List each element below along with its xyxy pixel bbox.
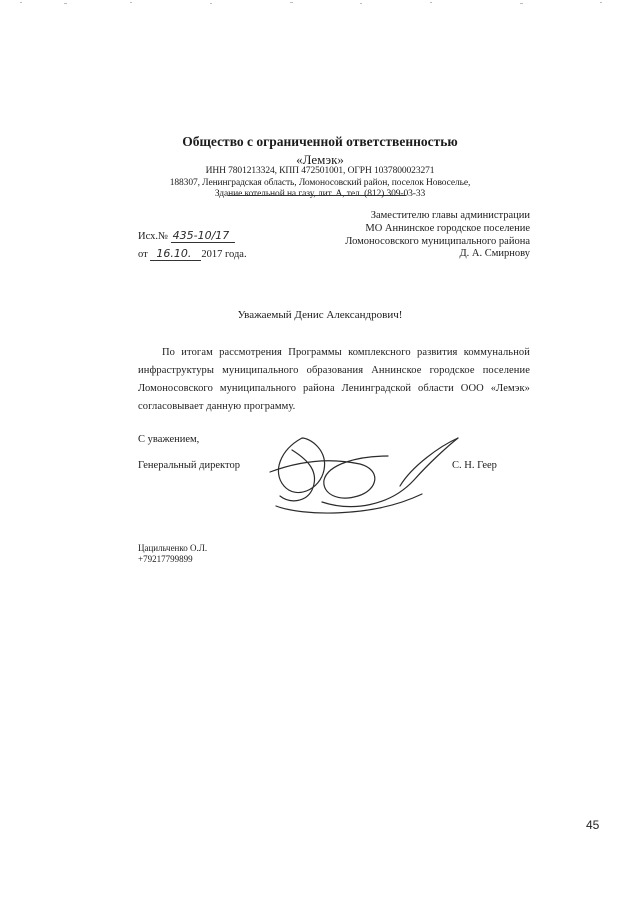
outgoing-number-row [138, 227, 247, 245]
letterhead-company-type: Общество с ограниченной ответственностью [182, 134, 458, 149]
closing-regards: С уважением, [138, 434, 200, 445]
salutation: Уважаемый Денис Александрович! [237, 309, 403, 321]
scan-artifact-dots [0, 0, 640, 6]
outgoing-date-handwritten: 16.10. [150, 247, 201, 261]
handwritten-signature [262, 420, 462, 520]
letterhead-registration: ИНН 7801213324, КПП 472501001, ОГРН 1037800023271 [205, 166, 435, 176]
letterhead-underline [228, 195, 406, 196]
signer-name: С. Н. Геер [452, 460, 497, 471]
addressee-block [345, 210, 530, 261]
executor-name: Цацильченко О.Л. [138, 543, 208, 553]
addressee-line: Заместителю главы администрации [370, 210, 530, 221]
outgoing-date-label: от [138, 249, 148, 260]
outgoing-number-label: Исх.№ [138, 231, 168, 242]
letterhead-address-line-2: Здание котельной на газу, лит. А, тел. (812) 309-03-33 [214, 189, 426, 199]
addressee-line: Ломоносовского муниципального района [345, 235, 530, 247]
letterhead-address-line-1: 188307, Ленинградская область, Ломоносовский район, поселок Новоселье, [169, 178, 471, 188]
letter-body: По итогам рассмотрения Программы комплексного развития коммунальной инфраструктуры муниципального образования Аннинское городское поселение Ломоносовского муниципального района Ленинградской области ООО «Лемэк» согласовывает данную программу. [138, 347, 530, 412]
signer-position: Генеральный директор [138, 460, 240, 471]
page-number: 45 [586, 818, 600, 832]
executor-phone: +79217799899 [138, 554, 193, 564]
outgoing-number-handwritten: 435-10/17 [171, 229, 236, 243]
outgoing-reference [138, 227, 247, 263]
addressee-name: Д. А. Смирнову [459, 248, 530, 260]
addressee-line: МО Аннинское городское поселение [365, 222, 530, 234]
outgoing-date-row [138, 245, 247, 263]
executor-block [138, 543, 207, 565]
outgoing-date-suffix: 2017 года. [201, 249, 247, 260]
letterhead-company-name: «Лемэк» [296, 152, 344, 167]
